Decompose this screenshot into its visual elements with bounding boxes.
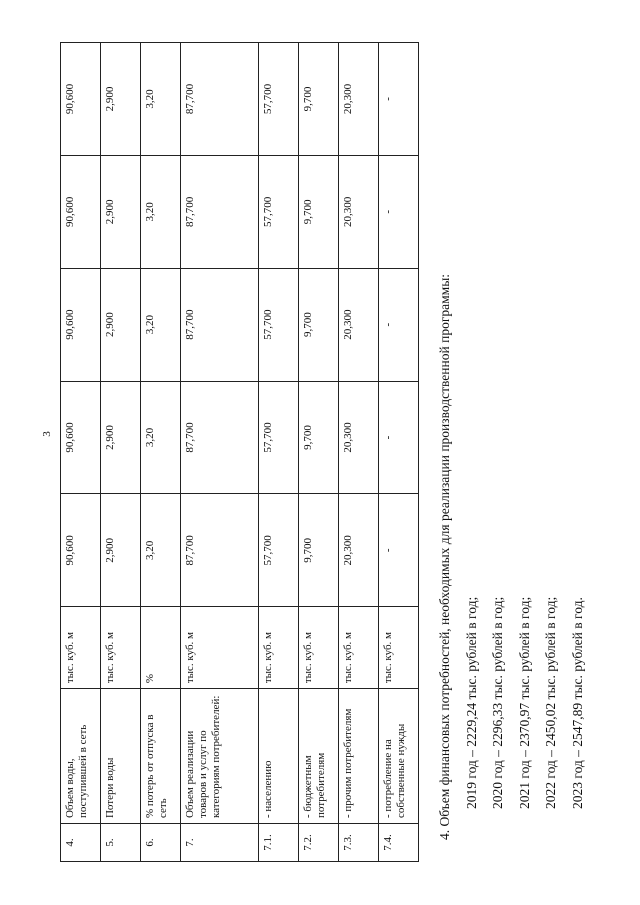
row-value: 3,20 xyxy=(141,155,181,268)
table-row xyxy=(259,43,299,862)
table-row xyxy=(299,43,339,862)
row-value: 57,700 xyxy=(259,494,299,607)
row-name: - потребление на собственные нужды xyxy=(379,689,419,824)
row-value: 2,900 xyxy=(101,155,141,268)
row-value: 9,700 xyxy=(299,155,339,268)
row-unit: тыс. куб. м xyxy=(181,607,259,689)
row-unit: % xyxy=(141,607,181,689)
table-row xyxy=(61,43,101,862)
row-name: Объем воды, поступившей в сеть xyxy=(61,689,101,824)
row-value: 20,300 xyxy=(339,268,379,381)
row-value: - xyxy=(379,494,419,607)
row-name: Потери воды xyxy=(101,689,141,824)
yearly-amount-line: 2020 год – 2296,33 тыс. рублей в год; xyxy=(490,596,505,809)
page-number: 3 xyxy=(40,431,53,437)
row-value: 57,700 xyxy=(259,155,299,268)
table-row xyxy=(379,43,419,862)
row-value: 2,900 xyxy=(101,381,141,494)
row-value: 20,300 xyxy=(339,155,379,268)
row-value: 87,700 xyxy=(181,268,259,381)
row-value: 90,600 xyxy=(61,268,101,381)
row-name: % потерь от отпуска в сеть xyxy=(141,689,181,824)
row-value: 9,700 xyxy=(299,381,339,494)
row-unit: тыс. куб. м xyxy=(339,607,379,689)
yearly-amount-line: 2021 год – 2370,97 тыс. рублей в год; xyxy=(516,596,532,809)
table-row xyxy=(141,43,181,862)
row-value: 90,600 xyxy=(61,494,101,607)
row-value: 2,900 xyxy=(101,43,141,156)
row-number: 4. xyxy=(61,824,101,862)
row-value: 9,700 xyxy=(299,494,339,607)
financial-needs-section xyxy=(432,42,591,862)
row-name: Объем реализации товаров и услуг по категориям потребителей: xyxy=(181,689,259,824)
row-unit: тыс. куб. м xyxy=(379,607,419,689)
row-number: 7. xyxy=(181,824,259,862)
row-name: - бюджетным потребителям xyxy=(299,689,339,824)
row-value: 20,300 xyxy=(339,43,379,156)
row-name: - населению xyxy=(259,689,299,824)
yearly-amount-line: 2019 год – 2229,24 тыс. рублей в год; xyxy=(463,596,479,809)
row-unit: тыс. куб. м xyxy=(299,607,339,689)
row-value: 3,20 xyxy=(141,494,181,607)
row-number: 7.4. xyxy=(379,824,419,862)
row-unit: тыс. куб. м xyxy=(259,607,299,689)
row-value: 87,700 xyxy=(181,381,259,494)
row-value: - xyxy=(379,381,419,494)
row-value: 87,700 xyxy=(181,155,259,268)
row-number: 7.2. xyxy=(299,824,339,862)
table-row xyxy=(339,43,379,862)
row-value: 57,700 xyxy=(259,268,299,381)
row-value: 20,300 xyxy=(339,381,379,494)
yearly-amount-line: 2022 год – 2450,02 тыс. рублей в год; xyxy=(543,596,558,809)
row-value: 2,900 xyxy=(101,494,141,607)
row-value: 87,700 xyxy=(181,494,259,607)
row-number: 7.1. xyxy=(259,824,299,862)
yearly-amount-line: 2023 год – 2547,89 тыс. рублей в год. xyxy=(569,597,585,809)
row-value: 90,600 xyxy=(61,381,101,494)
row-value: 57,700 xyxy=(259,381,299,494)
row-value: 20,300 xyxy=(339,494,379,607)
row-name: - прочим потребителям xyxy=(339,689,379,824)
row-number: 5. xyxy=(101,824,141,862)
row-unit: тыс. куб. м xyxy=(61,607,101,689)
row-value: 90,600 xyxy=(61,155,101,268)
row-value: 3,20 xyxy=(141,43,181,156)
table-row xyxy=(101,43,141,862)
row-value: 90,600 xyxy=(61,43,101,156)
row-number: 6. xyxy=(141,824,181,862)
row-value: - xyxy=(379,155,419,268)
row-value: 3,20 xyxy=(141,268,181,381)
row-value: - xyxy=(379,43,419,156)
indicators-table xyxy=(60,42,419,862)
section-heading: 4. Объем финансовых потребностей, необходимых для реализации производственной программы: xyxy=(437,273,452,840)
rotated-page-content xyxy=(60,42,620,862)
row-value: 2,900 xyxy=(101,268,141,381)
row-value: 87,700 xyxy=(181,43,259,156)
row-value: 9,700 xyxy=(299,43,339,156)
row-number: 7.3. xyxy=(339,824,379,862)
row-unit: тыс. куб. м xyxy=(101,607,141,689)
row-value: 57,700 xyxy=(259,43,299,156)
row-value: 9,700 xyxy=(299,268,339,381)
row-value: - xyxy=(379,268,419,381)
table-row xyxy=(181,43,259,862)
row-value: 3,20 xyxy=(141,381,181,494)
